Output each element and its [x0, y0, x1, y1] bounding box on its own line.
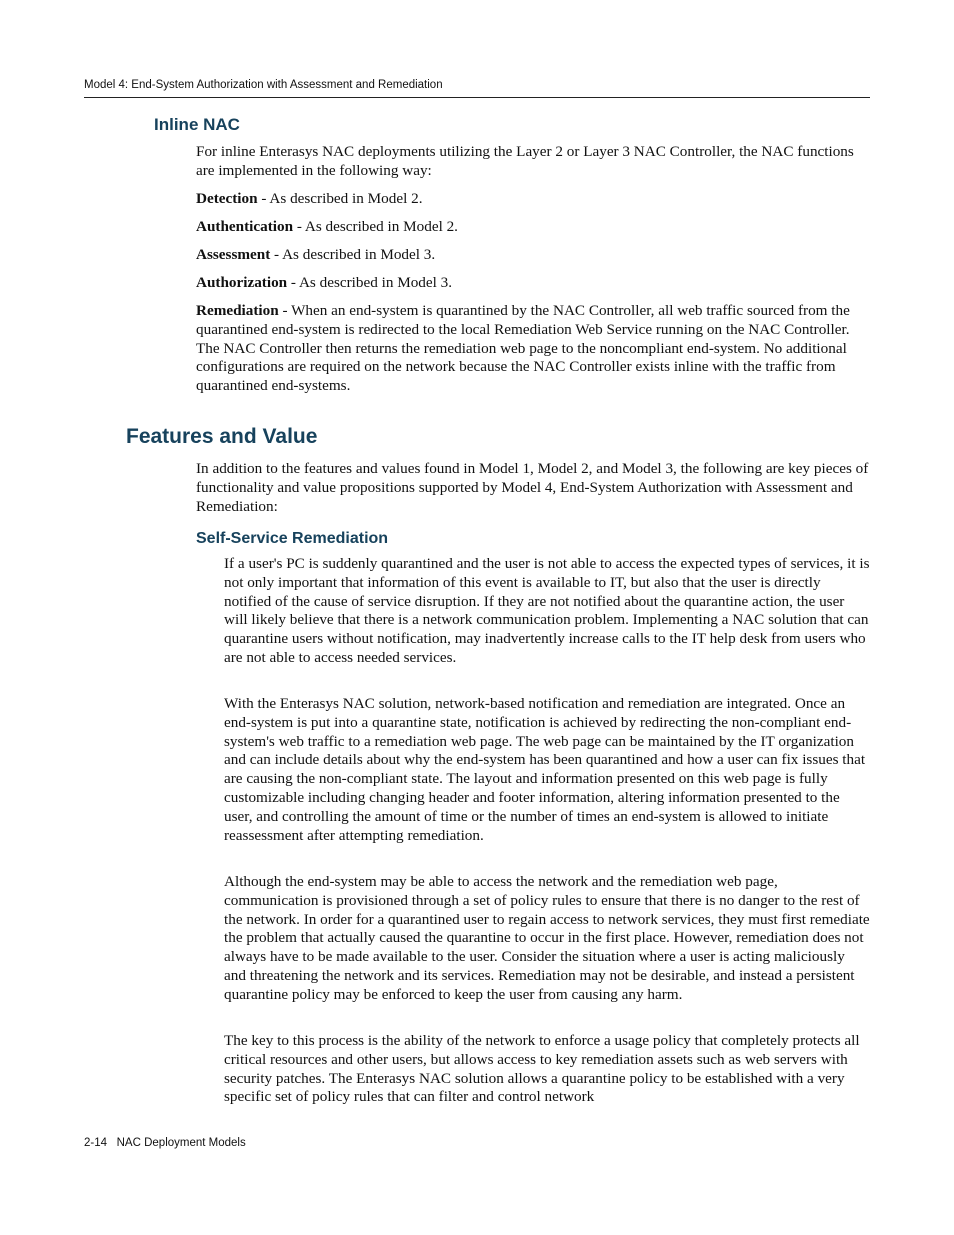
running-header: Model 4: End-System Authorization with Assessment and Remediation: [84, 79, 443, 91]
item-remediation: [196, 302, 870, 396]
item-text: - As described in Model 3.: [287, 274, 453, 291]
section-heading-features-and-value: Features and Value: [126, 425, 318, 448]
footer-book-title: NAC Deployment Models: [116, 1137, 246, 1149]
item-text: - As described in Model 2.: [293, 218, 458, 235]
item-authentication: [196, 218, 870, 237]
header-rule: [84, 97, 870, 98]
item-term: Remediation: [196, 302, 279, 319]
item-assessment: [196, 246, 870, 265]
self-service-paragraph: The key to this process is the ability of the network to enforce a usage policy that completely protects all critical resources and other users, but allows access to key remediation assets such as web servers with security patches. The Enterasys NAC solution allows a quarantine policy to be established with a very specific set of policy rules that can filter and control network: [224, 1032, 860, 1106]
section-heading-inline-nac: Inline NAC: [154, 115, 240, 134]
item-authorization: [196, 274, 870, 293]
page-number: 2-14: [84, 1137, 108, 1149]
item-text: - When an end-system is quarantined by the NAC Controller, all web traffic sourced from the quarantined end-system is redirected to the local Remediation Web Service running on the NAC Controller. The NAC Controller then returns the remediation web page to the noncompliant end-system. No additional configurations are required on the network because the NAC Controller exists inline with the traffic from quarantined end-systems.: [196, 302, 850, 395]
subsection-heading-self-service-remediation: Self-Service Remediation: [196, 530, 389, 547]
inline-nac-intro: For inline Enterasys NAC deployments utilizing the Layer 2 or Layer 3 NAC Controller, the NAC functions are implemented in the following way:: [196, 143, 854, 179]
self-service-paragraph: Although the end-system may be able to access the network and the remediation web page, communication is provisioned through a set of policy rules to ensure that there is no danger to the rest of the network. In order for a quarantined user to regain access to network services, they must first remediate the problem that actually caused the quarantine to occur in the first place. However, remediation does not always have to be made available to the user. Consider the situation where a user is acting maliciously and threatening the network and its services. Remediation may not be desirable, and instead a persistent quarantine policy may be enforced to keep the user from causing any harm.: [224, 873, 870, 1003]
item-text: - As described in Model 2.: [257, 190, 423, 207]
page-footer: [84, 1137, 246, 1149]
item-term: Assessment: [196, 246, 271, 263]
self-service-paragraph: With the Enterasys NAC solution, network-based notification and remediation are integrated. Once an end-system is put into a quarantine state, notification is achieved by redirecting the non-compliant end-system's web traffic to a remediation web page. The web page can be maintained by the IT organization and can include details about why the end-system has been quarantined and how a user can fix issues that are causing the non-compliant state. The layout and information presented on this web page is fully customizable including changing header and footer information, altering information presented to the user, and controlling the amount of time or the number of times an end-system is allowed to initiate reassessment after attempting remediation.: [224, 695, 866, 844]
features-intro: In addition to the features and values found in Model 1, Model 2, and Model 3, the following are key pieces of functionality and value propositions supported by Model 4, End-System Authorization with Assessment and Remediation:: [196, 460, 869, 515]
item-term: Authentication: [196, 218, 294, 235]
item-term: Detection: [196, 190, 258, 207]
item-text: - As described in Model 3.: [270, 246, 436, 263]
item-detection: [196, 190, 870, 209]
self-service-paragraph: If a user's PC is suddenly quarantined and the user is not able to access the expected types of services, it is not only important that information of this event is available to IT, but also that the user is directly notified of the cause of service disruption. If they are not notified about the quarantine action, the user will likely believe that there is a network communication problem. Implementing a NAC solution that can quarantine users without notification, may inadvertently increase calls to the IT help desk from users who are not able to access needed services.: [224, 555, 870, 666]
item-term: Authorization: [196, 274, 288, 291]
